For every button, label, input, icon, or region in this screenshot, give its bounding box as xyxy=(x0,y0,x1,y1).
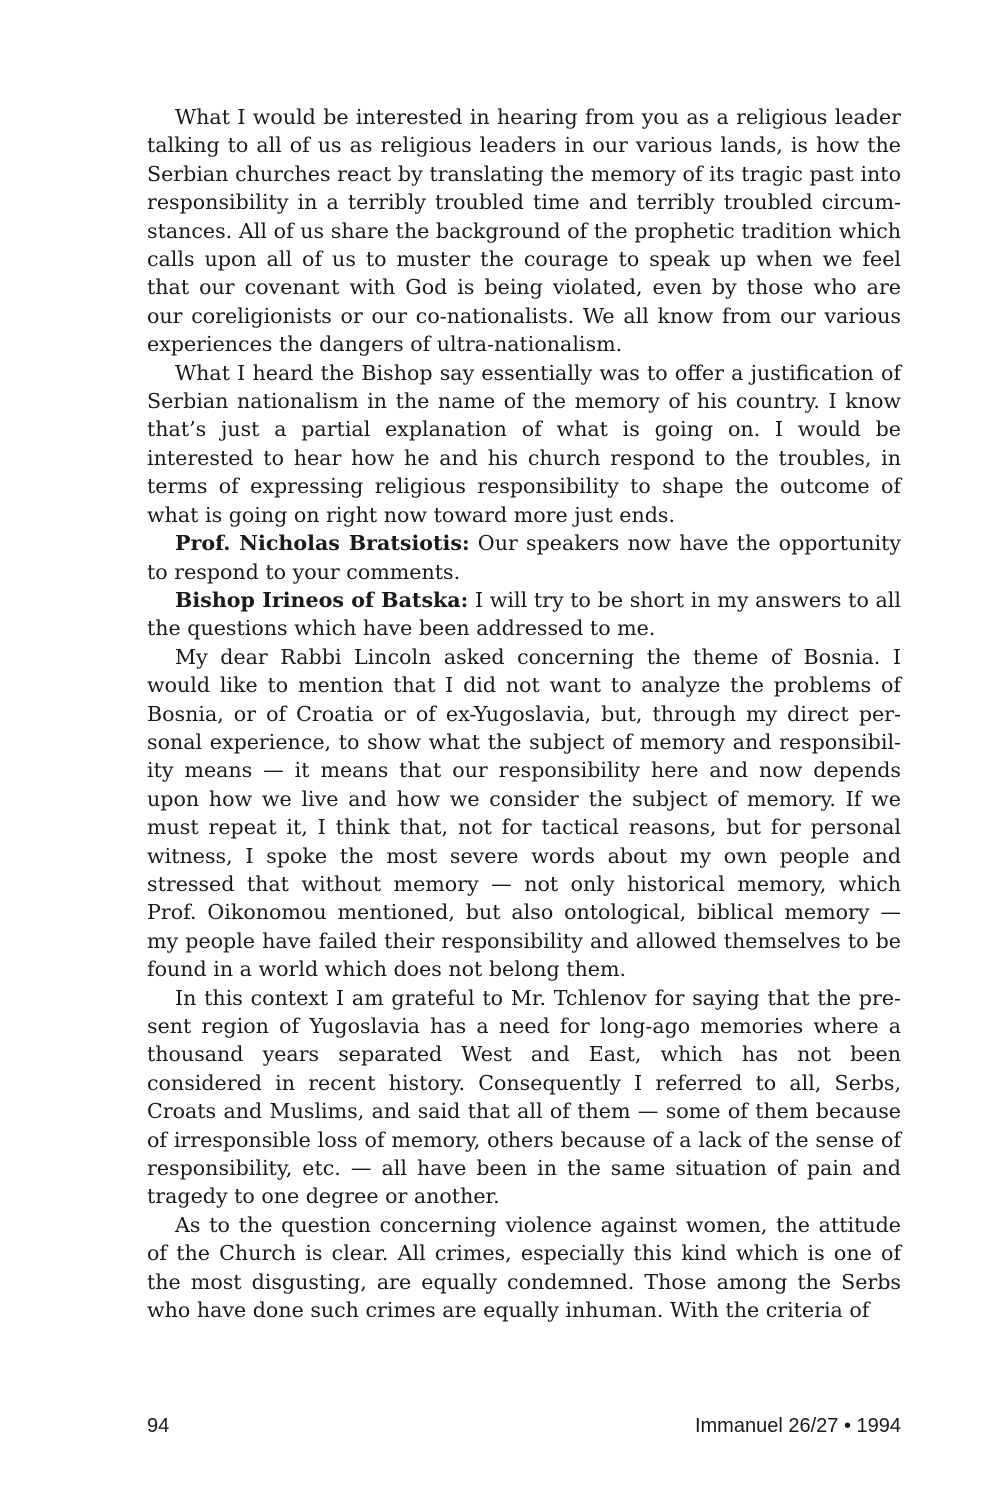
paragraph-text: I will try to be short in my answers to all the questions which have been addressed to me. xyxy=(147,587,901,641)
paragraph-5 xyxy=(147,643,901,984)
speaker-name: Prof. Nicholas Bratsiotis: xyxy=(175,531,470,556)
page-number: 94 xyxy=(147,1415,170,1437)
paragraph-2 xyxy=(147,359,901,529)
paragraph-1 xyxy=(147,103,901,359)
paragraph-text: What I would be interested in hearing from you as a religious leader talking to all of us as religious leaders in our various lands, is how the Serbian churches react by translating the memory of its tragic past into responsibility in a terribly troubled time and terribly troubled circumstances. All of us share the background of the prophetic tradition which calls upon all of us to muster the courage to speak up when we feel that our covenant with God is being violated, even by those who are our coreligionists or our co-nationalists. We all know from our various experiences the dangers of ultra-nationalism. xyxy=(147,105,901,357)
paragraph-7 xyxy=(147,1211,901,1325)
page-footer xyxy=(147,1415,901,1445)
paragraph-6 xyxy=(147,984,901,1211)
paragraph-text: Our speakers now have the opportunity to respond to your comments. xyxy=(147,531,901,584)
paragraph-text: What I heard the Bishop say essentially was to offer a justification of Serbian nationalism in the name of the memory of his country. I know that’s just a partial explanation of what is going on. I would be interested to hear how he and his church respond to the troubles, in terms of expressing religious responsibility to shape the outcome of what is going on right now toward more just ends. xyxy=(147,360,901,527)
page-body xyxy=(147,103,901,1324)
paragraph-text: My dear Rabbi Lincoln asked concerning the theme of Bosnia. I would like to mention that I did not want to analyze the problems of Bosnia, or of Croatia or of ex-Yugoslavia, but, through my direct personal experience, to show what the subject of memory and responsibility means — it means that our responsibility here and now depends upon how we live and how we consider the subject of memory. If we must repeat it, I think that, not for tactical reasons, but for personal witness, I spoke the most severe words about my own people and stressed that without memory — not only historical memory, which Prof. Oikonomou mentioned, but also ontological, biblical memory — my people have failed their responsibility and allowed themselves to be found in a world which does not belong them. xyxy=(147,644,901,982)
journal-citation: Immanuel 26/27 • 1994 xyxy=(694,1415,901,1437)
paragraph-text: As to the question concerning violence against women, the attitude of the Church is clear. All crimes, especially this kind which is one of the most disgusting, are equally condemned. Those among the Serbs who have done such crimes are equally inhuman. With the criteria of xyxy=(147,1212,901,1323)
paragraph-text: In this context I am grateful to Mr. Tchlenov for saying that the present region of Yugoslavia has a need for long-ago memories where a thousand years separated West and East, which has not been considered in recent history. Consequently I referred to all, Serbs, Croats and Muslims, and said that all of them — some of them because of irresponsible loss of memory, others because of a lack of the sense of responsibility, etc. — all have been in the same situation of pain and tragedy to one degree or another. xyxy=(147,985,901,1209)
paragraph-4 xyxy=(147,586,901,643)
speaker-name: Bishop Irineos of Batska: xyxy=(175,587,469,612)
paragraph-3 xyxy=(147,529,901,586)
